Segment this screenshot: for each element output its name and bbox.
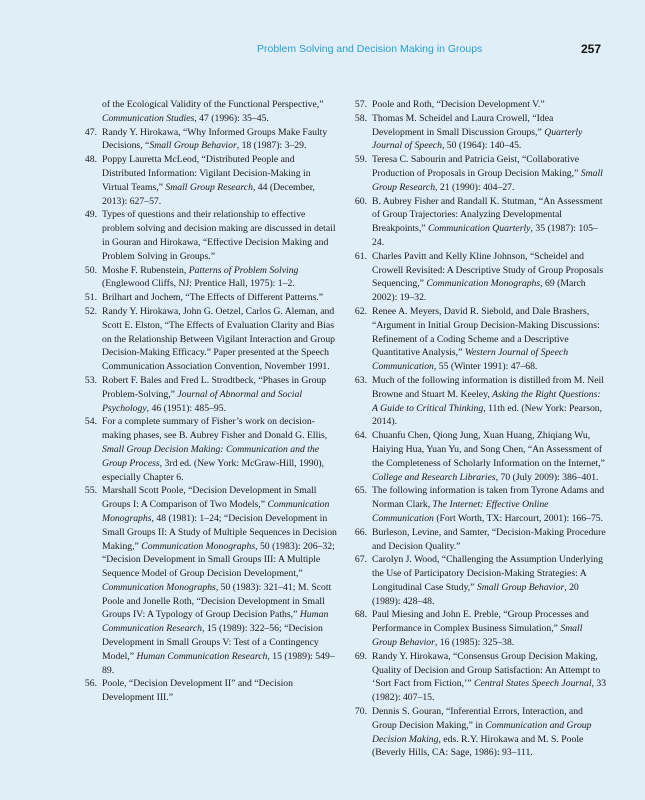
endnote-item bbox=[75, 264, 337, 292]
endnote-text: Renee A. Meyers, David R. Siebold, and Dale Brashers, “Argument in Initial Group Decision-Making Discussions: Refinement of a Coding Scheme and a Descriptive Quantitative Analysis,” Western Journal of Speech Communication, 55 (Winter 1991): 47–68. bbox=[372, 305, 600, 373]
endnote-item bbox=[75, 374, 337, 415]
endnote-text: Dennis S. Gouran, “Inferential Errors, Interaction, and Group Decision Making,” in Communication and Group Decision Making, eds. R.Y. Hirokawa and M. S. Poole (Beverly Hills, CA: Sage, 1986): 93–111. bbox=[372, 706, 592, 759]
endnote-text: Poole, “Decision Development II” and “Decision Development III.” bbox=[102, 678, 293, 704]
endnote-item bbox=[345, 374, 607, 429]
endnote-text: Robert F. Bales and Fred L. Strodtbeck, “Phases in Group Problem-Solving,” Journal of Abnormal and Social Psychology, 46 (1951): 485–95. bbox=[102, 374, 327, 414]
endnote-item bbox=[75, 677, 337, 705]
endnote-number: 61. bbox=[354, 250, 367, 262]
endnote-number: 56. bbox=[84, 678, 97, 690]
endnote-item bbox=[345, 305, 607, 374]
endnote-number: 62. bbox=[354, 305, 367, 317]
endnote-number: 58. bbox=[354, 112, 367, 124]
endnote-item bbox=[75, 415, 337, 484]
endnote-text: Types of questions and their relationship to effective problem solving and decision making are discussed in detail in Gouran and Hirokawa, “Effective Decision Making and Problem Solving in Groups.” bbox=[102, 209, 336, 262]
notes-right-column bbox=[345, 98, 607, 760]
endnote-number: 67. bbox=[354, 554, 367, 566]
endnote-item bbox=[345, 526, 607, 554]
endnote-text: Brilhart and Jochem, “The Effects of Different Patterns.” bbox=[102, 292, 324, 304]
endnote-text: Paul Miesing and John E. Preble, “Group Processes and Performance in Complex Business Simulation,” Small Group Behavior, 16 (1985): 325–38. bbox=[372, 609, 589, 649]
endnote-text: The following information is taken from Tyrone Adams and Norman Clark, The Internet: Effective Online Communication (Fort Worth, TX: Harcourt, 2001): 166–75. bbox=[372, 485, 605, 524]
endnote-text: Charles Pavitt and Kelly Kline Johnson, “Scheidel and Crowell Revisited: A Descriptive Study of Group Proposals Sequencing,” Communication Monographs, 69 (March 2002): 19–32. bbox=[372, 250, 604, 304]
endnote-text: For a complete summary of Fisher’s work on decision-making phases, see B. Aubrey Fisher and Donald G. Ellis, Small Group Decision Making: Communication and the Group Process, 3rd ed. (New York: McGraw-Hill, 1990), especially Chapter 6. bbox=[102, 416, 328, 483]
endnote-text: Chuanfu Chen, Qiong Jung, Xuan Huang, Zhiqiang Wu, Haiying Hua, Yuan Yu, and Song Chen, “An Assessment of the Completeness of Scholarly Information on the Internet,” College and Research Libraries, 70 (July 2009): 386–401. bbox=[372, 430, 605, 483]
endnote-text: Thomas M. Scheidel and Laura Crowell, “Idea Development in Small Discussion Groups,” Quarterly Journal of Speech, 50 (1964): 140–45. bbox=[372, 112, 583, 152]
endnote-item bbox=[75, 98, 337, 126]
endnote-item bbox=[345, 112, 607, 153]
endnote-text: Randy Y. Hirokawa, “Why Informed Groups Make Faulty Decisions, “Small Group Behavior, 18 (1987): 3–29. bbox=[102, 126, 328, 152]
endnote-number: 54. bbox=[84, 416, 97, 428]
endnote-item bbox=[345, 250, 607, 305]
endnote-text: Randy Y. Hirokawa, “Consensus Group Decision Making, Quality of Decision and Group Satisfaction: An Attempt to ‘Sort Fact from Fiction,’” Central States Speech Journal, 33 (1982): 407–15. bbox=[372, 650, 607, 704]
endnote-item bbox=[75, 305, 337, 374]
endnote-item bbox=[75, 126, 337, 154]
endnote-item bbox=[75, 153, 337, 208]
endnote-item bbox=[345, 553, 607, 608]
endnote-number: 55. bbox=[84, 485, 97, 497]
endnote-number: 60. bbox=[354, 195, 367, 207]
endnote-item bbox=[75, 291, 337, 305]
endnote-text: B. Aubrey Fisher and Randall K. Stutman, “An Assessment of Group Trajectories: Analyzing Developmental Breakpoints,” Communication Quarterly, 35 (1987): 105–24. bbox=[372, 195, 603, 248]
endnote-number: 47. bbox=[84, 126, 97, 138]
endnote-number: 69. bbox=[354, 650, 367, 662]
endnote-number: 65. bbox=[354, 485, 367, 497]
endnote-item bbox=[345, 98, 607, 112]
endnote-number: 53. bbox=[84, 374, 97, 386]
endnote-number: 63. bbox=[354, 374, 367, 386]
endnote-number: 59. bbox=[354, 154, 367, 166]
endnote-text: Moshe F. Rubenstein, Patterns of Problem Solving (Englewood Cliffs, NJ: Prentice Hall, 1975): 1–2. bbox=[102, 264, 299, 290]
page-number: 257 bbox=[580, 42, 601, 56]
endnote-item bbox=[75, 484, 337, 677]
endnote-item bbox=[345, 650, 607, 705]
endnote-number: 48. bbox=[84, 154, 97, 166]
endnote-number: 66. bbox=[354, 526, 367, 538]
endnote-text: Poole and Roth, “Decision Development V.” bbox=[372, 99, 545, 110]
endnote-number: 52. bbox=[84, 305, 97, 317]
running-header bbox=[0, 43, 645, 59]
endnote-item bbox=[345, 484, 607, 525]
endnote-item bbox=[75, 208, 337, 263]
endnote-text: Burleson, Levine, and Samter, “Decision-Making Procedure and Decision Quality.” bbox=[372, 526, 606, 552]
endnote-number: 57. bbox=[354, 99, 367, 110]
endnote-item bbox=[345, 608, 607, 649]
endnote-item bbox=[345, 153, 607, 194]
endnote-number: 51. bbox=[84, 292, 97, 304]
endnote-number: 49. bbox=[84, 209, 97, 221]
endnote-text: Poppy Lauretta McLeod, “Distributed People and Distributed Information: Vigilant Decision-Making in Virtual Teams,” Small Group Research, 44 (December, 2013): 627–57. bbox=[102, 154, 315, 207]
endnote-item bbox=[345, 195, 607, 250]
endnote-text: Randy Y. Hirokawa, John G. Oetzel, Carlos G. Aleman, and Scott E. Elston, “The Effects of Evaluation Clarity and Bias on the Relationship Between Vigilant Interaction and Group Decision-Making Efficacy.” Paper presented at the Speech Communication Association Convention, November 1991. bbox=[102, 305, 336, 373]
endnote-item bbox=[345, 429, 607, 484]
endnote-text: of the Ecological Validity of the Functional Perspective,” Communication Studies, 47 (1996): 35–45. bbox=[102, 99, 324, 124]
endnote-number: 70. bbox=[354, 706, 367, 718]
endnote-number: 68. bbox=[354, 609, 367, 621]
endnote-number: 50. bbox=[84, 264, 97, 276]
endnote-text: Marshall Scott Poole, “Decision Development in Small Groups I: A Comparison of Two Models,” Communication Monographs, 48 (1981): 1–24; “Decision Development in Small Groups II: A Study of Multiple Sequences in Decision Making,” Communication Monographs, 50 (1983): 206–32; “Decision Development in Small Groups III: A Multiple Sequence Model of Group Decision Development,” Communication Monographs, 50 (1983): 321–41; M. Scott Poole and Jonelle Roth, “Decision Development in Small Groups IV: A Typology of Group Decision Paths,” Human Communication Research, 15 (1989): 322–56; “Decision Development in Small Groups V: Test of a Contingency Model,” Human Communication Research, 15 (1989): 549–89. bbox=[102, 485, 337, 676]
endnote-text: Much of the following information is distilled from M. Neil Browne and Stuart M. Keeley, Asking the Right Questions: A Guide to Critical Thinking, 11th ed. (New York: Pearson, 2014). bbox=[372, 374, 604, 428]
notes-left-column bbox=[75, 98, 337, 705]
endnote-text: Carolyn J. Wood, “Challenging the Assumption Underlying the Use of Participatory Decision-Making Strategies: A Longitudinal Case Study,” Small Group Behavior, 20 (1989): 428–48. bbox=[372, 554, 603, 607]
endnote-text: Teresa C. Sabourin and Patricia Geist, “Collaborative Production of Proposals in Group Decision Making,” Small Group Research, 21 (1990): 404–27. bbox=[372, 154, 603, 193]
endnote-number: 64. bbox=[354, 430, 367, 442]
endnote-item bbox=[345, 705, 607, 760]
running-title: Problem Solving and Decision Making in Groups bbox=[257, 43, 483, 55]
